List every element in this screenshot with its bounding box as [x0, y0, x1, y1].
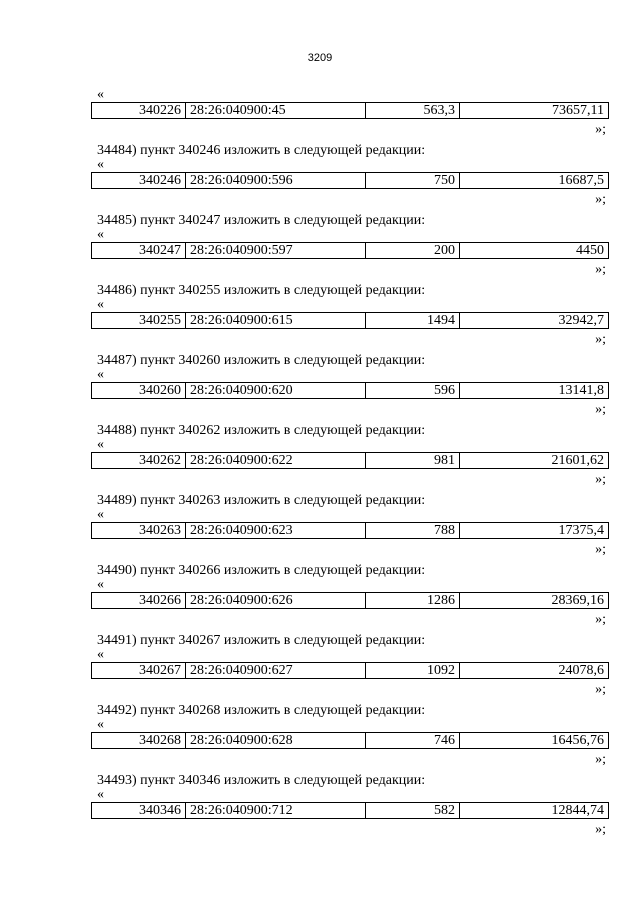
- amendment-entry: [0, 563, 640, 633]
- page-number: 3209: [307, 52, 333, 64]
- item-number-cell: 340255: [92, 313, 186, 328]
- opening-quote: «: [97, 297, 104, 312]
- cadastral-number-cell: 28:26:040900:626: [186, 593, 366, 608]
- cadastral-number-cell: 28:26:040900:620: [186, 383, 366, 398]
- closing-quote: »;: [595, 402, 606, 417]
- closing-quote: »;: [595, 822, 606, 837]
- item-number-cell: 340268: [92, 733, 186, 748]
- table-row: [91, 662, 609, 679]
- amendment-instruction: 34484) пункт 340246 изложить в следующей редакции:: [97, 143, 426, 158]
- table-row: [91, 732, 609, 749]
- value-cell: 16456,76: [551, 733, 604, 748]
- amendment-entry: [0, 213, 640, 283]
- amendment-entry: [0, 493, 640, 563]
- closing-quote: »;: [595, 542, 606, 557]
- table-row: [91, 312, 609, 329]
- value-cell: 17375,4: [558, 523, 604, 538]
- value-cell: 21601,62: [551, 453, 604, 468]
- area-cell: 596: [366, 383, 460, 398]
- value-cell: 16687,5: [558, 173, 604, 188]
- closing-quote: »;: [595, 332, 606, 347]
- value-cell: 24078,6: [558, 663, 604, 678]
- amendment-instruction: 34485) пункт 340247 изложить в следующей редакции:: [97, 213, 426, 228]
- amendment-entry: [0, 73, 640, 143]
- amendment-instruction: 34489) пункт 340263 изложить в следующей редакции:: [97, 493, 426, 508]
- amendment-entry: [0, 423, 640, 493]
- opening-quote: «: [97, 227, 104, 242]
- amendment-entry: [0, 703, 640, 773]
- cadastral-number-cell: 28:26:040900:596: [186, 173, 366, 188]
- cadastral-number-cell: 28:26:040900:45: [186, 103, 366, 118]
- opening-quote: «: [97, 367, 104, 382]
- closing-quote: »;: [595, 752, 606, 767]
- item-number-cell: 340247: [92, 243, 186, 258]
- table-row: [91, 382, 609, 399]
- closing-quote: »;: [595, 682, 606, 697]
- cadastral-number-cell: 28:26:040900:712: [186, 803, 366, 818]
- item-number-cell: 340260: [92, 383, 186, 398]
- amendment-instruction: 34492) пункт 340268 изложить в следующей редакции:: [97, 703, 426, 718]
- area-cell: 750: [366, 173, 460, 188]
- amendment-instruction: 34486) пункт 340255 изложить в следующей редакции:: [97, 283, 426, 298]
- item-number-cell: 340226: [92, 103, 186, 118]
- area-cell: 582: [366, 803, 460, 818]
- closing-quote: »;: [595, 612, 606, 627]
- table-row: [91, 802, 609, 819]
- opening-quote: «: [97, 437, 104, 452]
- item-number-cell: 340262: [92, 453, 186, 468]
- area-cell: 200: [366, 243, 460, 258]
- opening-quote: «: [97, 577, 104, 592]
- cadastral-number-cell: 28:26:040900:623: [186, 523, 366, 538]
- opening-quote: «: [97, 717, 104, 732]
- amendment-entry: [0, 283, 640, 353]
- closing-quote: »;: [595, 122, 606, 137]
- amendment-instruction: 34493) пункт 340346 изложить в следующей редакции:: [97, 773, 426, 788]
- item-number-cell: 340267: [92, 663, 186, 678]
- area-cell: 981: [366, 453, 460, 468]
- table-row: [91, 242, 609, 259]
- area-cell: 746: [366, 733, 460, 748]
- table-row: [91, 102, 609, 119]
- opening-quote: «: [97, 507, 104, 522]
- opening-quote: «: [97, 647, 104, 662]
- closing-quote: »;: [595, 472, 606, 487]
- amendment-instruction: 34490) пункт 340266 изложить в следующей редакции:: [97, 563, 426, 578]
- cadastral-number-cell: 28:26:040900:597: [186, 243, 366, 258]
- value-cell: 28369,16: [551, 593, 604, 608]
- closing-quote: »;: [595, 262, 606, 277]
- cadastral-number-cell: 28:26:040900:615: [186, 313, 366, 328]
- table-row: [91, 522, 609, 539]
- item-number-cell: 340266: [92, 593, 186, 608]
- area-cell: 1494: [366, 313, 460, 328]
- amendment-entry: [0, 353, 640, 423]
- value-cell: 73657,11: [552, 103, 604, 118]
- amendment-entry: [0, 143, 640, 213]
- amendment-instruction: 34491) пункт 340267 изложить в следующей редакции:: [97, 633, 426, 648]
- value-cell: 4450: [576, 243, 604, 258]
- closing-quote: »;: [595, 192, 606, 207]
- table-row: [91, 592, 609, 609]
- amendment-instruction: 34488) пункт 340262 изложить в следующей редакции:: [97, 423, 426, 438]
- value-cell: 32942,7: [558, 313, 604, 328]
- amendment-instruction: 34487) пункт 340260 изложить в следующей редакции:: [97, 353, 426, 368]
- cadastral-number-cell: 28:26:040900:622: [186, 453, 366, 468]
- opening-quote: «: [97, 787, 104, 802]
- area-cell: 1286: [366, 593, 460, 608]
- opening-quote: «: [97, 87, 104, 102]
- item-number-cell: 340346: [92, 803, 186, 818]
- opening-quote: «: [97, 157, 104, 172]
- item-number-cell: 340246: [92, 173, 186, 188]
- area-cell: 1092: [366, 663, 460, 678]
- area-cell: 563,3: [366, 103, 460, 118]
- table-row: [91, 452, 609, 469]
- cadastral-number-cell: 28:26:040900:628: [186, 733, 366, 748]
- value-cell: 13141,8: [558, 383, 604, 398]
- amendment-entry: [0, 773, 640, 843]
- cadastral-number-cell: 28:26:040900:627: [186, 663, 366, 678]
- value-cell: 12844,74: [551, 803, 604, 818]
- item-number-cell: 340263: [92, 523, 186, 538]
- table-row: [91, 172, 609, 189]
- area-cell: 788: [366, 523, 460, 538]
- amendment-entry: [0, 633, 640, 703]
